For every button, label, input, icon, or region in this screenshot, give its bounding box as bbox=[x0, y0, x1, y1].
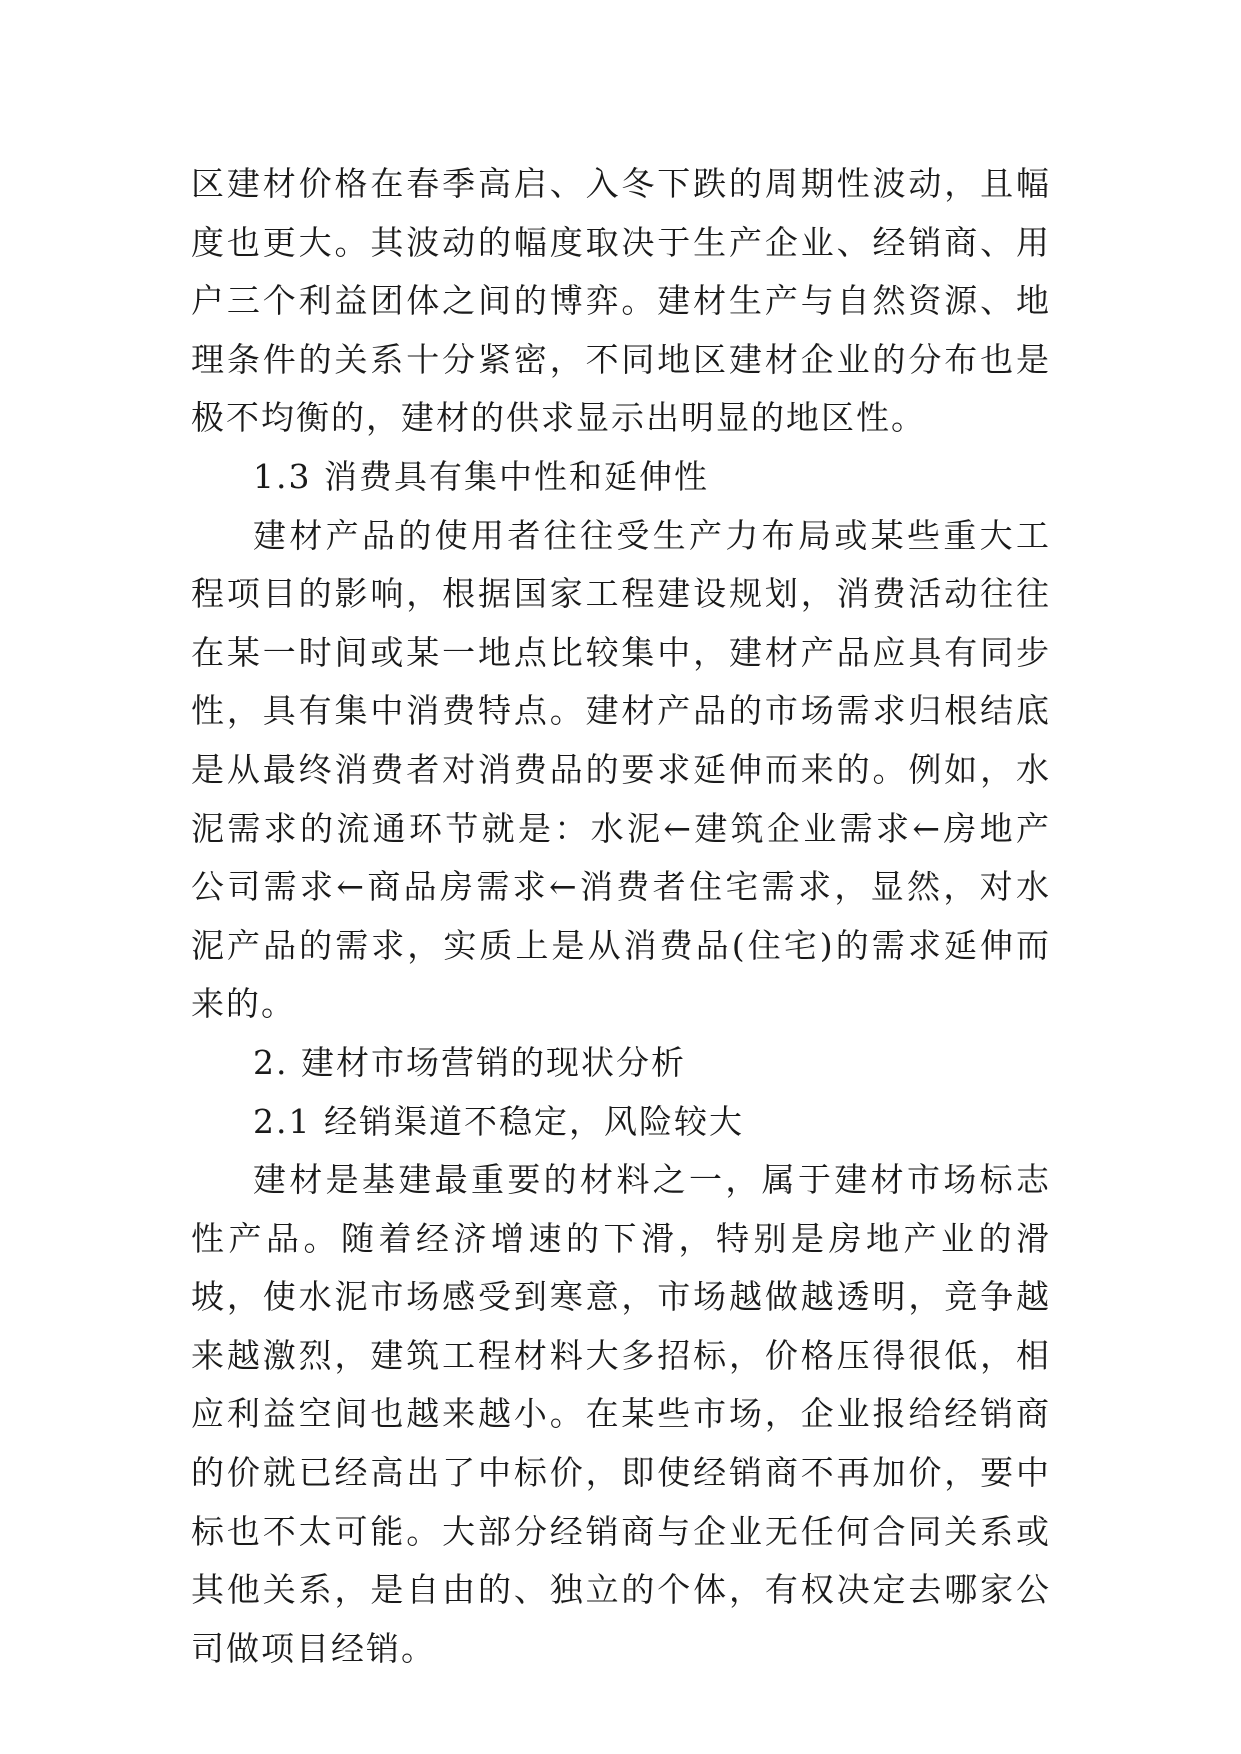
section-heading-2-1: 2.1 经销渠道不稳定，风险较大 bbox=[253, 1101, 744, 1141]
paragraph-regional-price-fluctuation: 区建材价格在春季高启、入冬下跌的周期性波动，且幅度也更大。其波动的幅度取决于生产企业、经销商、用户三个利益团体之间的博弈。建材生产与自然资源、地理条件的关系十分紧密，不同地区建材企业的分布也是极不均衡的，建材的供求显示出明显的地区性。 bbox=[191, 164, 1051, 438]
document-body bbox=[191, 155, 1051, 1678]
paragraph-distribution-channels: 建材是基建最重要的材料之一，属于建材市场标志性产品。随着经济增速的下滑，特别是房地产业的滑坡，使水泥市场感受到寒意，市场越做越透明，竞争越来越激烈，建筑工程材料大多招标，价格压得很低，相应利益空间也越来越小。在某些市场，企业报给经销商的价就已经高出了中标价，即使经销商不再加价，要中标也不太可能。大部分经销商与企业无任何合同关系或其他关系，是自由的、独立的个体，有权决定去哪家公司做项目经销。 bbox=[191, 1160, 1051, 1668]
paragraph-consumption-concentration: 建材产品的使用者往往受生产力布局或某些重大工程项目的影响，根据国家工程建设规划，消费活动往往在某一时间或某一地点比较集中，建材产品应具有同步性，具有集中消费特点。建材产品的市场需求归根结底是从最终消费者对消费品的要求延伸而来的。例如，水泥需求的流通环节就是：水泥←建筑企业需求←房地产公司需求←商品房需求←消费者住宅需求，显然，对水泥产品的需求，实质上是从消费品(住宅)的需求延伸而来的。 bbox=[191, 515, 1051, 1024]
section-heading-2: 2. 建材市场营销的现状分析 bbox=[253, 1042, 686, 1082]
section-heading-1-3: 1.3 消费具有集中性和延伸性 bbox=[253, 456, 709, 496]
